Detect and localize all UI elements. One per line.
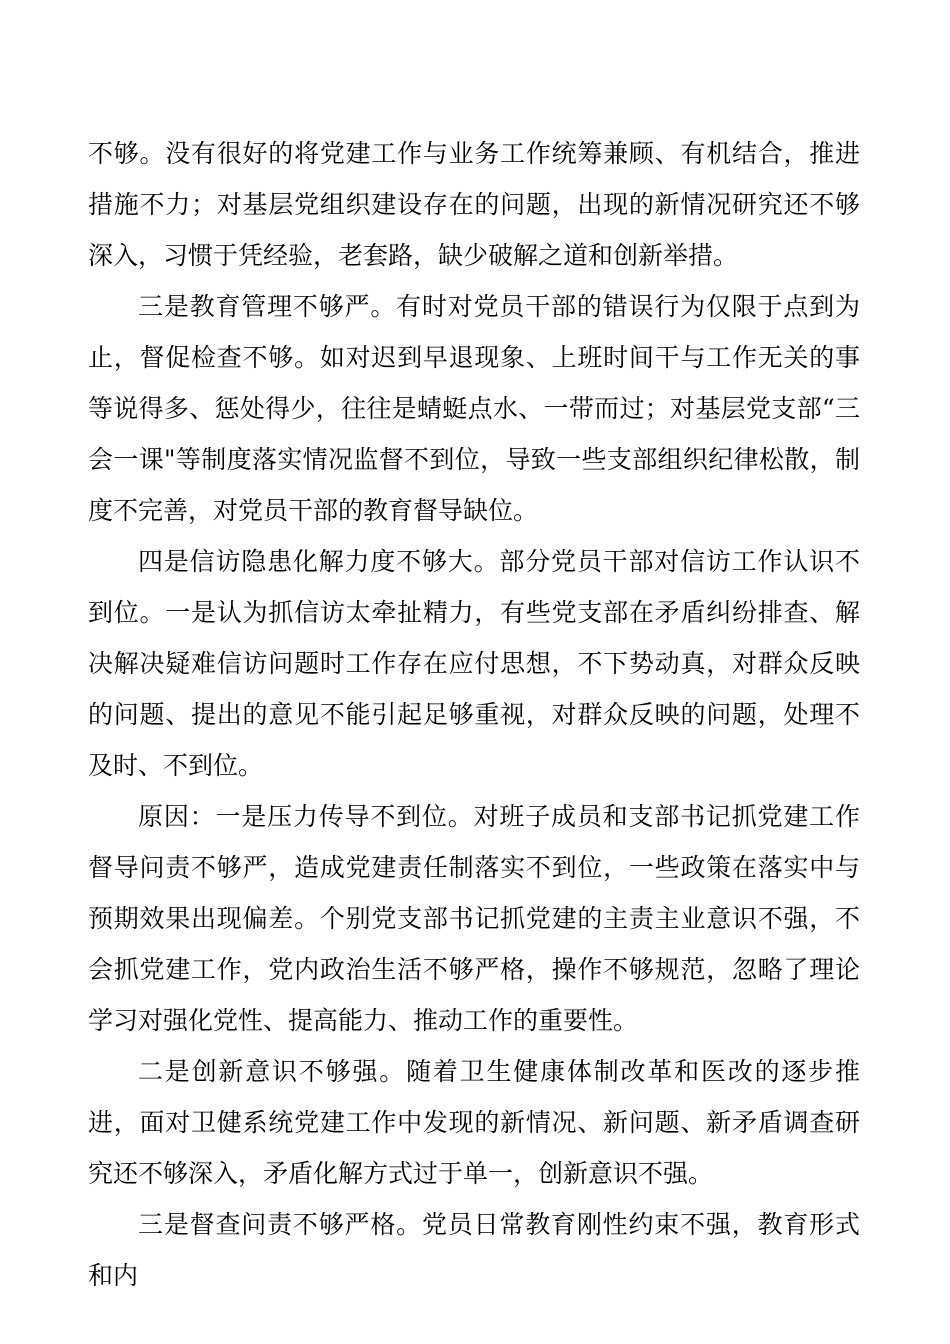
paragraph-continuation: 不够。没有很好的将党建工作与业务工作统筹兼顾、有机结合，推进措施不力；对基层党组织建设存在的问题，出现的新情况研究还不够深入，习惯于凭经验，老套路，缺少破解之道和创新举措。 [88, 139, 860, 270]
paragraph-supervision: 三是督查问责不够严格。党员日常教育刚性约束不强，教育形式和内 [88, 1210, 860, 1290]
paragraph-petition-risk: 四是信访隐患化解力度不够大。部分党员干部对信访工作认识不到位。一是认为抓信访太牵扯精力，有些党支部在矛盾纠纷排查、解决解决疑难信访问题时工作存在应付思想，不下势动真，对群众反映的问题、提出的意见不能引起足够重视，对群众反映的问题，处理不及时、不到位。 [88, 547, 860, 780]
paragraph-innovation: 二是创新意识不够强。随着卫生健康体制改革和医改的逐步推进，面对卫健系统党建工作中发现的新情况、新问题、新矛盾调查研究还不够深入，矛盾化解方式过于单一，创新意识不强。 [88, 1057, 860, 1188]
document-body [88, 128, 860, 1301]
paragraph-education-management: 三是教育管理不够严。有时对党员干部的错误行为仅限于点到为止，督促检查不够。如对迟到早退现象、上班时间干与工作无关的事等说得多、惩处得少，往往是蜻蜓点水、一带而过；对基层党支部“三会一课"等制度落实情况监督不到位，导致一些支部组织纪律松散，制度不完善，对党员干部的教育督导缺位。 [88, 292, 860, 525]
paragraph-causes-pressure: 原因：一是压力传导不到位。对班子成员和支部书记抓党建工作督导问责不够严，造成党建责任制落实不到位，一些政策在落实中与预期效果出现偏差。个别党支部书记抓党建的主责主业意识不强，不会抓党建工作，党内政治生活不够严格，操作不够规范，忽略了理论学习对强化党性、提高能力、推动工作的重要性。 [88, 802, 860, 1035]
